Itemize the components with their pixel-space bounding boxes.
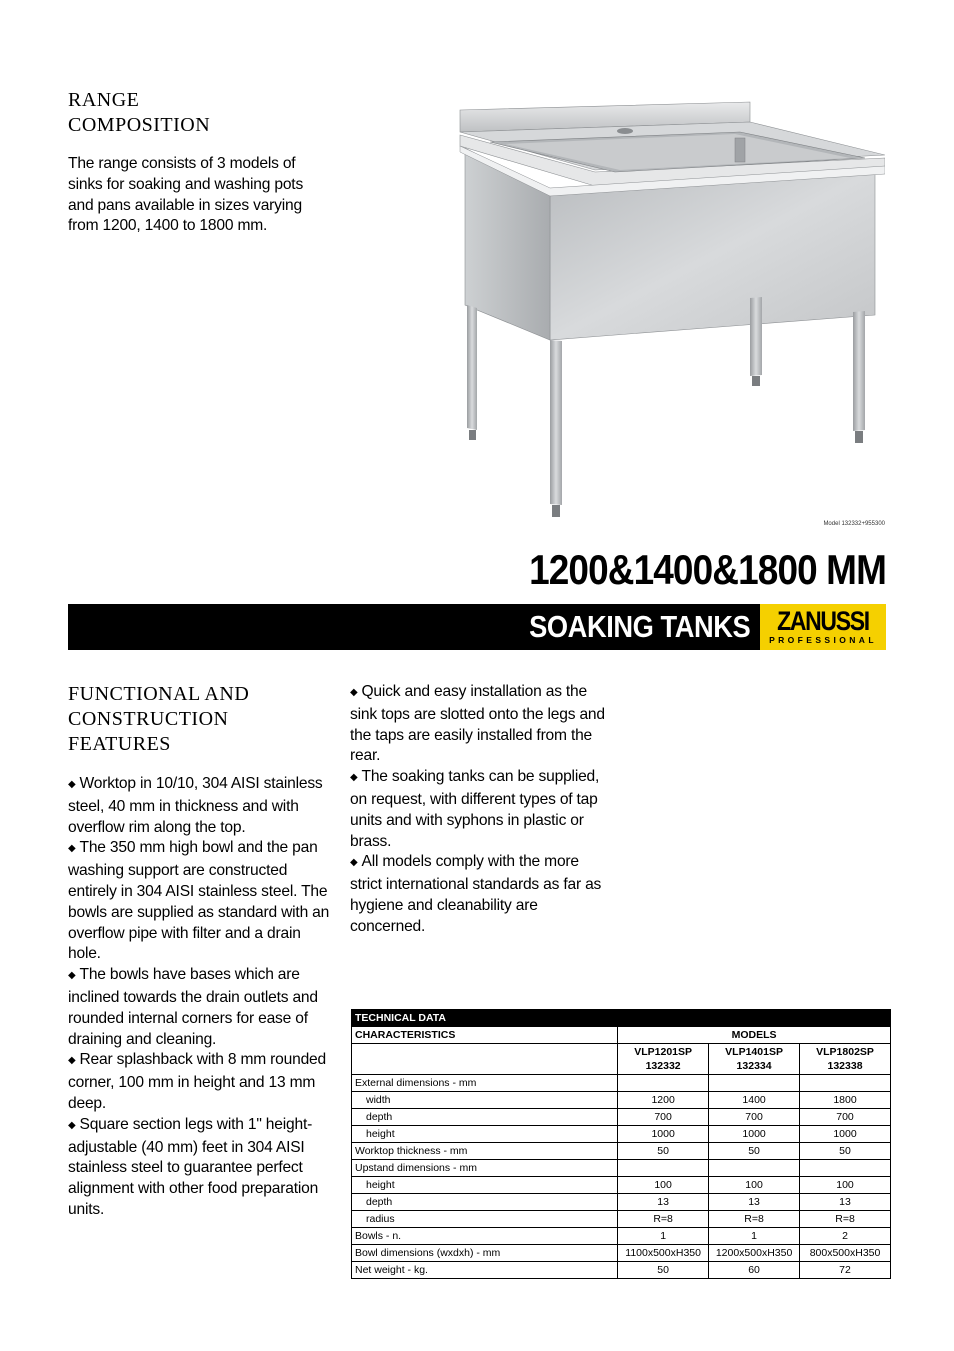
table-cell: 1000 (618, 1126, 709, 1143)
table-cell: 1200x500xH350 (709, 1245, 800, 1262)
row-label: Worktop thickness - mm (352, 1143, 618, 1160)
model-header (618, 1044, 709, 1075)
table-cell: 13 (800, 1194, 891, 1211)
table-cell: 1100x500xH350 (618, 1245, 709, 1262)
model-name: VLP1401SP (725, 1046, 783, 1058)
feature-item: ◆ The soaking tanks can be supplied, on request, with different types of tap units and with syphons in plastic or brass. (350, 767, 612, 852)
table-row (352, 1160, 891, 1177)
model-code: 132334 (736, 1060, 772, 1072)
table-cell: 100 (800, 1177, 891, 1194)
table-row (352, 1194, 891, 1211)
table-cell: 50 (618, 1143, 709, 1160)
table-row (352, 1211, 891, 1228)
table-cell: 800x500xH350 (800, 1245, 891, 1262)
table-cell: 100 (709, 1177, 800, 1194)
feature-item: ◆ Square section legs with 1" height-adjustable (40 mm) feet in 304 AISI stainless steel to guarantee perfect alignment with other food preparation units. (68, 1115, 330, 1221)
table-cell: 2 (800, 1228, 891, 1245)
table-row (352, 1126, 891, 1143)
features-column-2 (350, 682, 612, 938)
table-models-row (352, 1044, 891, 1075)
table-cell: 13 (709, 1194, 800, 1211)
model-code: 132338 (827, 1060, 863, 1072)
table-cell: 50 (800, 1143, 891, 1160)
row-label: width (352, 1092, 618, 1109)
table-cell: 700 (709, 1109, 800, 1126)
table-row (352, 1075, 891, 1092)
feature-item: ◆ Rear splashback with 8 mm rounded corner, 100 mm in height and 13 mm deep. (68, 1050, 330, 1114)
title-bar (68, 604, 886, 650)
row-label: External dimensions - mm (352, 1075, 618, 1092)
table-cell: 1 (709, 1228, 800, 1245)
table-cell (709, 1160, 800, 1177)
row-label: Net weight - kg. (352, 1262, 618, 1279)
table-cell: 50 (709, 1143, 800, 1160)
table-cell (709, 1075, 800, 1092)
table-row (352, 1262, 891, 1279)
models-header: MODELS (618, 1027, 891, 1044)
features-title (68, 682, 328, 757)
table-cell: 1000 (709, 1126, 800, 1143)
table-cell: 1 (618, 1228, 709, 1245)
model-header (709, 1044, 800, 1075)
row-label: height (352, 1126, 618, 1143)
model-name: VLP1802SP (816, 1046, 874, 1058)
sink-illustration (455, 100, 885, 520)
table-row (352, 1177, 891, 1194)
image-caption: Model 132332+955300 (823, 521, 885, 527)
range-title (68, 88, 328, 138)
table-row (352, 1109, 891, 1126)
product-image (455, 100, 885, 520)
table-cell: R=8 (709, 1211, 800, 1228)
table-title: TECHNICAL DATA (352, 1010, 891, 1027)
model-header (800, 1044, 891, 1075)
row-label: Bowls - n. (352, 1228, 618, 1245)
table-cell (352, 1044, 618, 1075)
zanussi-logo (760, 604, 886, 650)
table-title-row (352, 1010, 891, 1027)
logo-sub: PROFESSIONAL (769, 635, 877, 645)
table-cell (800, 1160, 891, 1177)
logo-brand: ZANUSSI (777, 606, 869, 636)
table-cell: 60 (709, 1262, 800, 1279)
feature-item: ◆ The bowls have bases which are inclined towards the drain outlets and rounded internal corners for ease of draining and cleaning. (68, 965, 330, 1050)
table-cell: 1800 (800, 1092, 891, 1109)
table-cell: 1400 (709, 1092, 800, 1109)
features-title-line1: FUNCTIONAL AND (68, 683, 250, 705)
model-code: 132332 (645, 1060, 681, 1072)
table-row (352, 1092, 891, 1109)
technical-data-table (351, 1009, 891, 1279)
table-cell: 50 (618, 1262, 709, 1279)
table-cell: 13 (618, 1194, 709, 1211)
row-label: Bowl dimensions (wxdxh) - mm (352, 1245, 618, 1262)
row-label: height (352, 1177, 618, 1194)
table-cell: 72 (800, 1262, 891, 1279)
main-title: 1200&1400&1800 MM (529, 546, 886, 593)
table-cell (618, 1160, 709, 1177)
table-row (352, 1245, 891, 1262)
table-cell (618, 1075, 709, 1092)
row-label: depth (352, 1109, 618, 1126)
feature-item: ◆ All models comply with the more strict international standards as far as hygiene and cleanability are concerned. (350, 852, 612, 937)
feature-item: ◆ The 350 mm high bowl and the pan washing support are constructed entirely in 304 AISI stainless steel. The bowls are supplied as standard with an overflow pipe with filter and a drain hole. (68, 838, 330, 965)
table-cell: R=8 (618, 1211, 709, 1228)
table-row (352, 1143, 891, 1160)
row-label: radius (352, 1211, 618, 1228)
table-header-row (352, 1027, 891, 1044)
table-cell: 700 (618, 1109, 709, 1126)
table-row (352, 1228, 891, 1245)
table-cell: 1000 (800, 1126, 891, 1143)
feature-item: ◆ Quick and easy installation as the sink tops are slotted onto the legs and the taps are easily installed from the rear. (350, 682, 612, 767)
characteristics-header: CHARACTERISTICS (352, 1027, 618, 1044)
features-title-line3: FEATURES (68, 733, 171, 755)
row-label: depth (352, 1194, 618, 1211)
range-paragraph: The range consists of 3 models of sinks for soaking and washing pots and pans available in sizes varying from 1200, 1400 to 1800 mm. (68, 155, 304, 235)
table-cell: 1200 (618, 1092, 709, 1109)
model-name: VLP1201SP (634, 1046, 693, 1058)
feature-item: ◆ Worktop in 10/10, 304 AISI stainless steel, 40 mm in thickness and with overflow rim along the top. (68, 774, 330, 838)
range-title-line2: COMPOSITION (68, 114, 211, 136)
features-column-1 (68, 774, 330, 1221)
table-cell (800, 1075, 891, 1092)
table-cell: R=8 (800, 1211, 891, 1228)
row-label: Upstand dimensions - mm (352, 1160, 618, 1177)
table-cell: 100 (618, 1177, 709, 1194)
subtitle: SOAKING TANKS (528, 609, 750, 644)
range-text (68, 154, 328, 237)
range-title-line1: RANGE (68, 89, 140, 111)
table-cell: 700 (800, 1109, 891, 1126)
features-title-line2: CONSTRUCTION (68, 708, 229, 730)
